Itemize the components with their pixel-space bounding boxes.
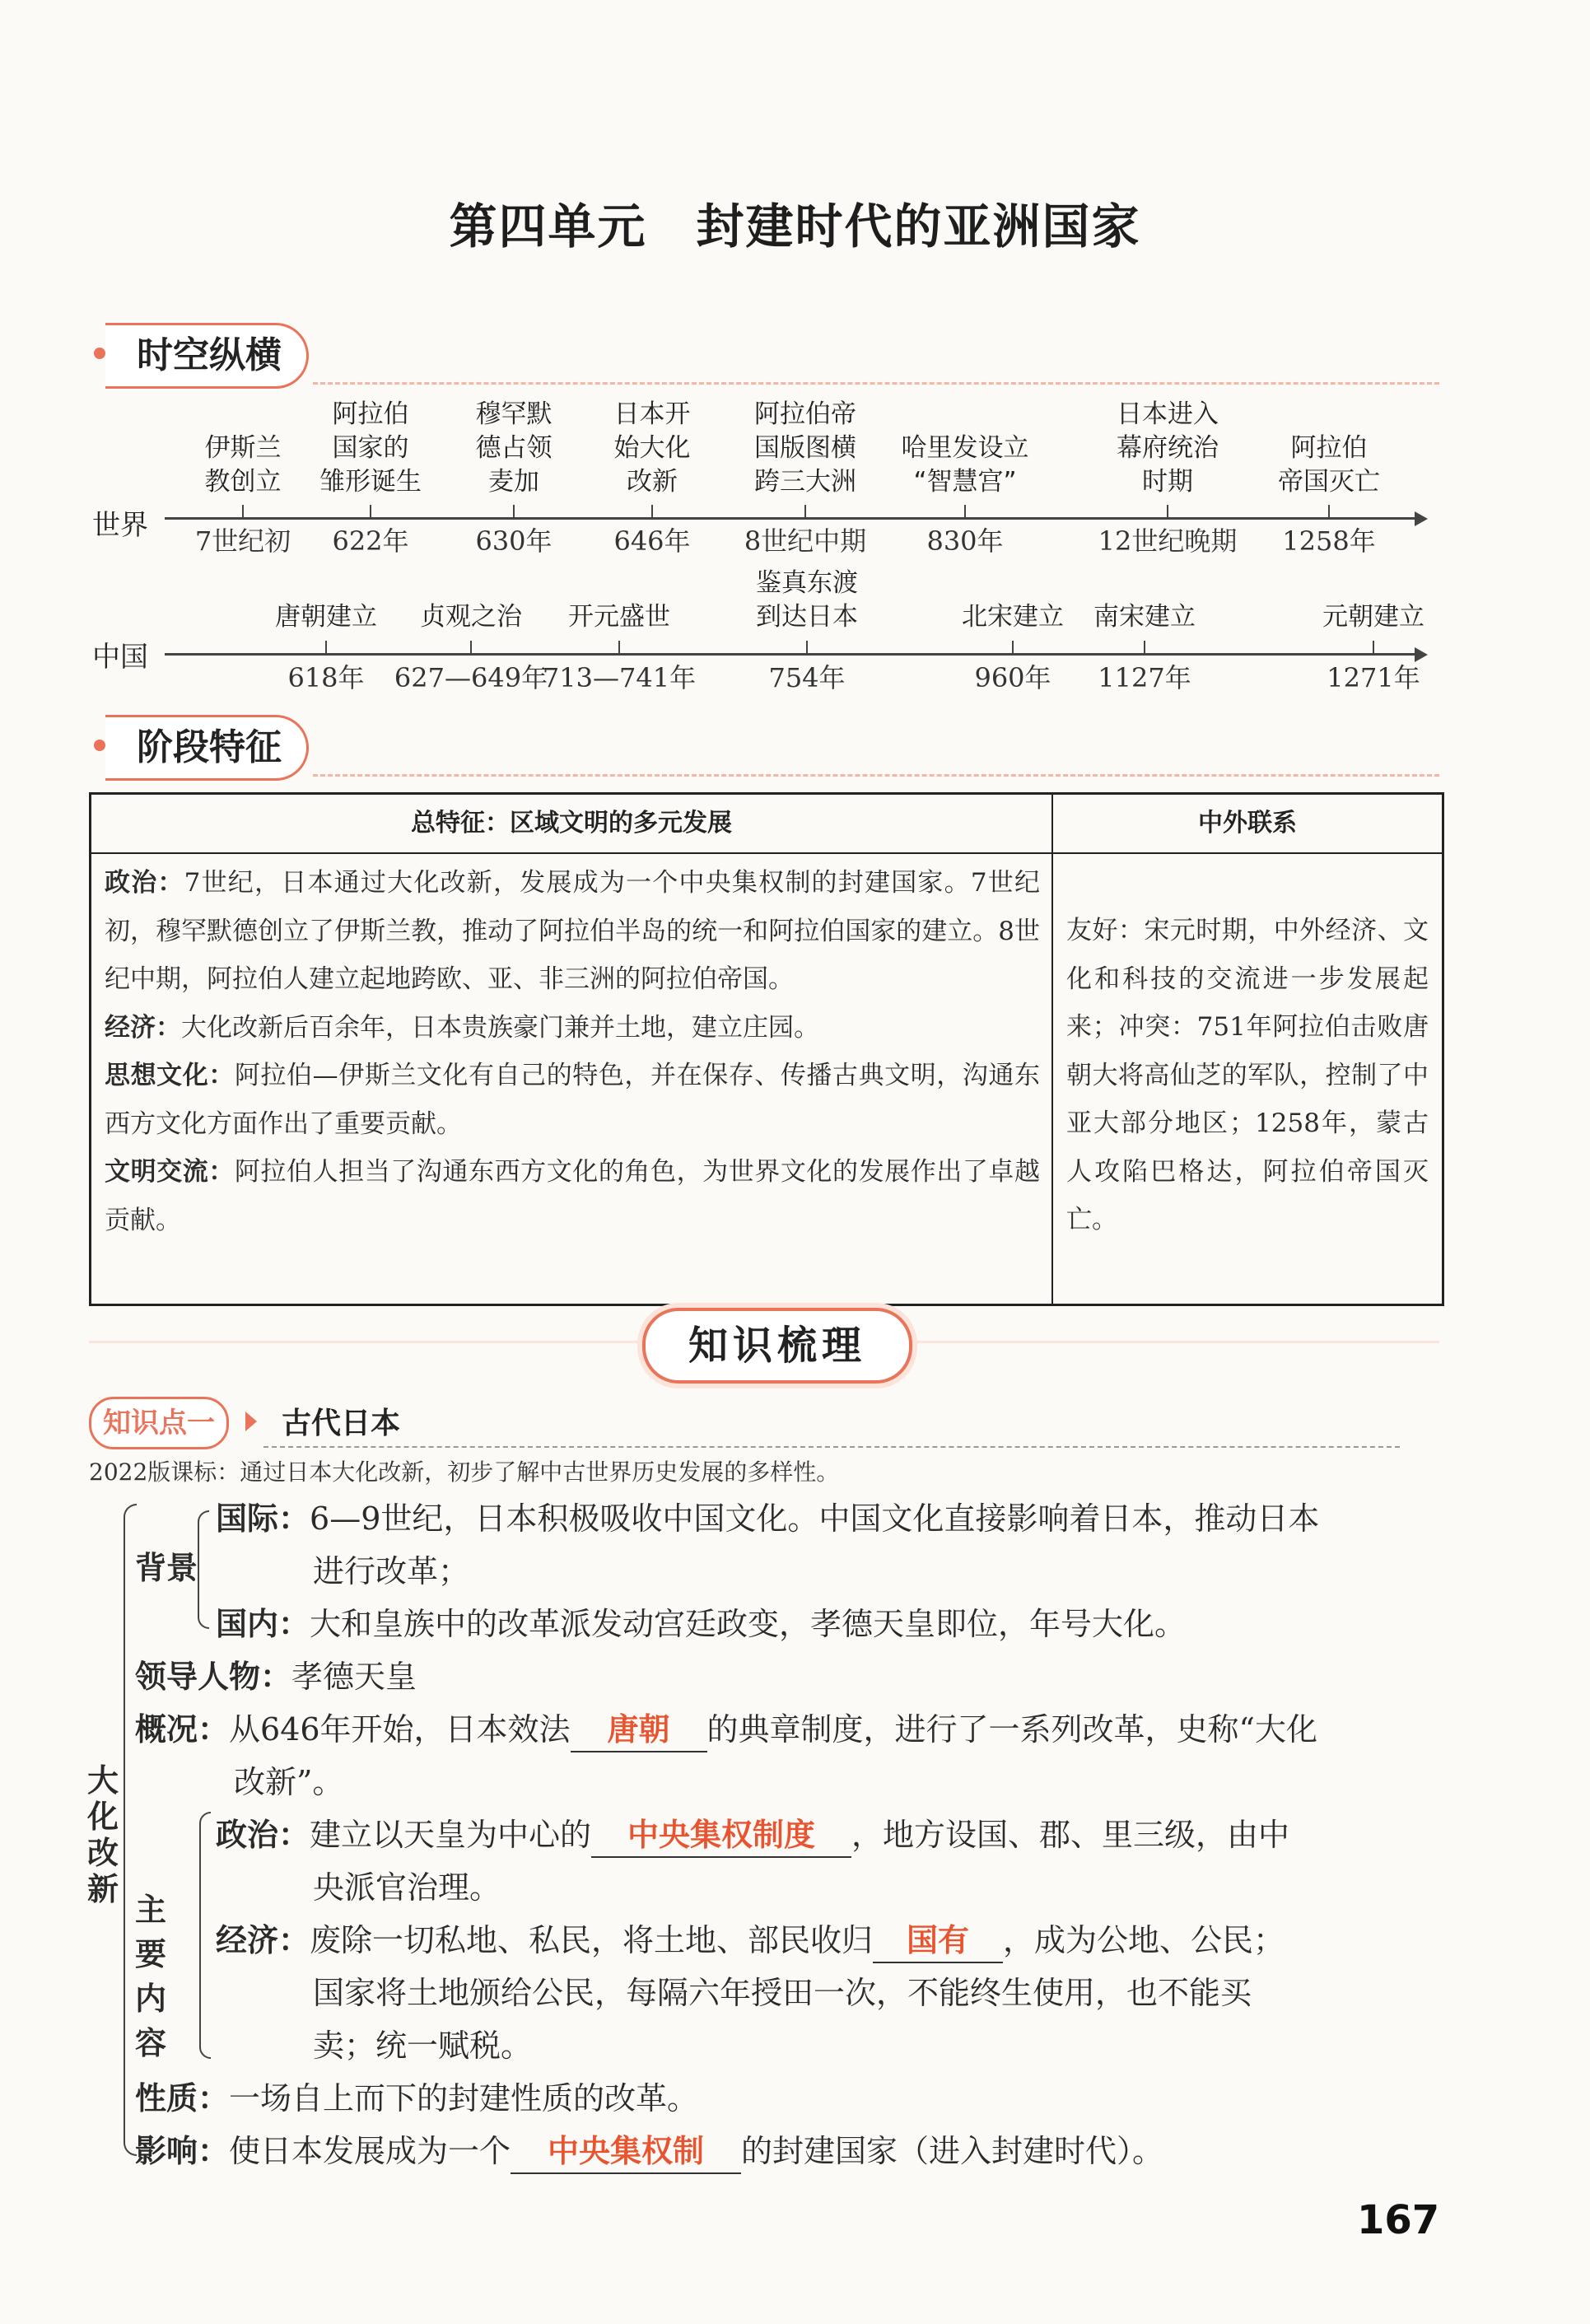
timeline-world-event: 日本进入 幕府统治 时期 [1117, 399, 1219, 497]
timeline-china-event: 唐朝建立 [275, 602, 377, 632]
section-badge-features: 阶段特征 [105, 715, 309, 781]
timeline-tick [804, 505, 806, 518]
leader-line: 领导人物：孝德天皇 [135, 1659, 417, 1695]
answer-blank[interactable]: 中央集权制度 [591, 1813, 851, 1858]
timeline-tick [513, 505, 515, 518]
timeline-world-axis [165, 517, 1416, 520]
table-relations-cell: 友好：宋元时期，中外经济、文化和科技的交流进一步发展起来；冲突：751年阿拉伯击败唐朝大将高仙芝的军队，控制了中亚大部分地区；1258年，蒙古人攻陷巴格达，阿拉伯帝国灭亡。 [1066, 916, 1429, 1234]
timeline-tick [1144, 641, 1145, 654]
timeline-world-event: 阿拉伯 帝国灭亡 [1278, 433, 1380, 497]
timeline-china-event: 元朝建立 [1322, 602, 1424, 632]
timeline-tick [470, 641, 472, 654]
timeline-china-date: 1127年 [1098, 662, 1191, 693]
impact-line: 影响：使日本发展成为一个 中央集权制 的封建国家（进入封建时代）。 [135, 2125, 1163, 2177]
page-number: 167 [1357, 2197, 1440, 2243]
overview-line: 概况：从646年开始，日本效法 唐朝 的典章制度，进行了一系列改革，史称“大化 [135, 1703, 1317, 1756]
curriculum-standard: 2022版课标：通过日本大化改新，初步了解中古世界历史发展的多样性。 [89, 1458, 840, 1486]
timeline-world-date: 622年 [332, 525, 409, 557]
timeline-china-date: 627—649年 [394, 662, 548, 693]
timeline-tick [370, 505, 371, 518]
content-politics-cont: 央派官治理。 [313, 1869, 501, 1906]
timeline-china-date: 618年 [287, 662, 365, 693]
timeline-world-event: 阿拉伯帝 国版图横 跨三大洲 [754, 399, 856, 497]
timeline-world-event: 阿拉伯 国家的 雏形诞生 [319, 399, 422, 497]
background-brace [198, 1510, 209, 1629]
table-column-divider [1051, 795, 1053, 1304]
timeline-world-date: 12世纪晚期 [1098, 525, 1238, 557]
timeline-china-date: 713—741年 [542, 662, 697, 693]
overview-line-cont: 改新”。 [234, 1764, 344, 1800]
timeline-world-date: 7世纪初 [194, 525, 291, 557]
timeline-world-date: 830年 [926, 525, 1004, 557]
summary-row-politics: 政治：7世纪，日本通过大化改新，发展成为一个中央集权制的封建国家。7世纪初，穆罕默德创立了伊斯兰教，推动了阿拉伯半岛的统一和阿拉伯国家的建立。8世纪中期，阿拉伯人建立起地跨欧、亚、非三洲的阿拉伯帝国。 [105, 868, 1040, 994]
timeline-tick [325, 641, 327, 654]
timeline-tick [1167, 505, 1168, 518]
timeline-china-axis [165, 653, 1416, 656]
content-economy-cont: 国家将土地颁给公民，每隔六年授田一次，不能终生使用，也不能买 [313, 1975, 1252, 2011]
timeline-china-event: 开元盛世 [568, 602, 670, 632]
timeline-world-event: 哈里发设立 “智慧宫” [901, 433, 1029, 497]
background-international: 国际：6—9世纪，日本积极吸收中国文化。中国文化直接影响着日本，推动日本 [216, 1500, 1320, 1537]
table-header-summary: 总特征：区域文明的多元发展 [91, 795, 1051, 854]
main-content-label: 主要内容 [135, 1892, 167, 2061]
summary-row-culture: 思想文化：阿拉伯—伊斯兰文化有自己的特色，并在保存、传播古典文明，沟通东西方文化方面作出了重要贡献。 [105, 1061, 1040, 1139]
timeline-china-event: 贞观之治 [420, 602, 522, 632]
timeline-tick [1328, 505, 1330, 518]
timeline-china-label: 中国 [92, 641, 148, 674]
timeline-china-date: 1271年 [1327, 662, 1420, 693]
bullet-dot-icon [94, 348, 105, 359]
timeline-tick [806, 641, 808, 654]
unit-title-text: 封建时代的亚洲国家 [696, 198, 1141, 254]
answer-blank[interactable]: 唐朝 [571, 1708, 707, 1752]
arrow-right-icon [1415, 511, 1428, 526]
table-header-relations: 中外联系 [1053, 795, 1442, 854]
knowledge-point-title: 古代日本 [282, 1407, 401, 1440]
content-economy: 经济：废除一切私地、私民，将土地、部民收归 国有 ，成为公地、公民； [216, 1914, 1285, 1967]
section-divider [313, 774, 1439, 777]
background-domestic: 国内：大和皇族中的改革派发动宫廷政变，孝德天皇即位，年号大化。 [216, 1606, 1187, 1642]
timeline-china-date: 960年 [974, 662, 1051, 693]
content-economy-cont2: 卖；统一赋税。 [313, 2028, 533, 2064]
timeline-tick [618, 641, 620, 654]
feature-table [89, 792, 1444, 1306]
timeline-tick [651, 505, 653, 518]
nature-line: 性质：一场自上而下的封建性质的改革。 [135, 2080, 699, 2116]
section-badge-timeline: 时空纵横 [105, 323, 309, 389]
background-label: 背景 [135, 1550, 198, 1586]
table-summary-cell [105, 859, 1040, 1244]
timeline-world-date: 630年 [475, 525, 553, 557]
bullet-dot-icon [94, 740, 105, 751]
timeline-tick [964, 505, 966, 518]
background-international-cont: 进行改革； [313, 1553, 470, 1589]
knowledge-title: 知识梳理 [642, 1308, 912, 1384]
timeline-tick [242, 505, 244, 518]
answer-blank[interactable]: 国有 [873, 1919, 1003, 1963]
timeline-china-event: 南宋建立 [1093, 602, 1196, 632]
timeline-tick [1012, 641, 1014, 654]
point-underline [263, 1446, 1400, 1448]
root-label: 大化改新 [86, 1762, 119, 1907]
timeline-tick [1373, 641, 1374, 654]
timeline-world-event: 穆罕默 德占领 麦加 [475, 399, 553, 497]
timeline-china-event: 鉴真东渡 到达日本 [756, 568, 858, 632]
summary-row-economy: 经济：大化改新后百余年，日本贵族豪门兼并土地，建立庄园。 [105, 1012, 819, 1043]
unit-title [0, 188, 1590, 257]
timeline-china-event: 北宋建立 [962, 602, 1064, 632]
answer-blank[interactable]: 中央集权制 [511, 2130, 741, 2174]
timeline-world-date: 1258年 [1282, 525, 1376, 557]
content-politics: 政治：建立以天皇为中心的 中央集权制度 ，地方设国、郡、里三级，由中 [216, 1808, 1289, 1861]
timeline-world-date: 646年 [613, 525, 691, 557]
timeline-world-event: 伊斯兰 教创立 [204, 433, 282, 497]
knowledge-point-badge: 知识点一 [89, 1397, 229, 1449]
chevron-right-icon [245, 1412, 257, 1431]
timeline-world-event: 日本开 始大化 改新 [613, 399, 691, 497]
unit-title-number: 第四单元 [449, 198, 647, 254]
summary-row-exchange: 文明交流：阿拉伯人担当了沟通东西方文化的角色，为世界文化的发展作出了卓越贡献。 [105, 1157, 1040, 1235]
timeline-world-label: 世界 [92, 509, 148, 542]
main-content-brace [199, 1812, 211, 2059]
timeline-china-date: 754年 [768, 662, 846, 693]
timeline-world-date: 8世纪中期 [744, 525, 867, 557]
section-divider [313, 382, 1439, 385]
